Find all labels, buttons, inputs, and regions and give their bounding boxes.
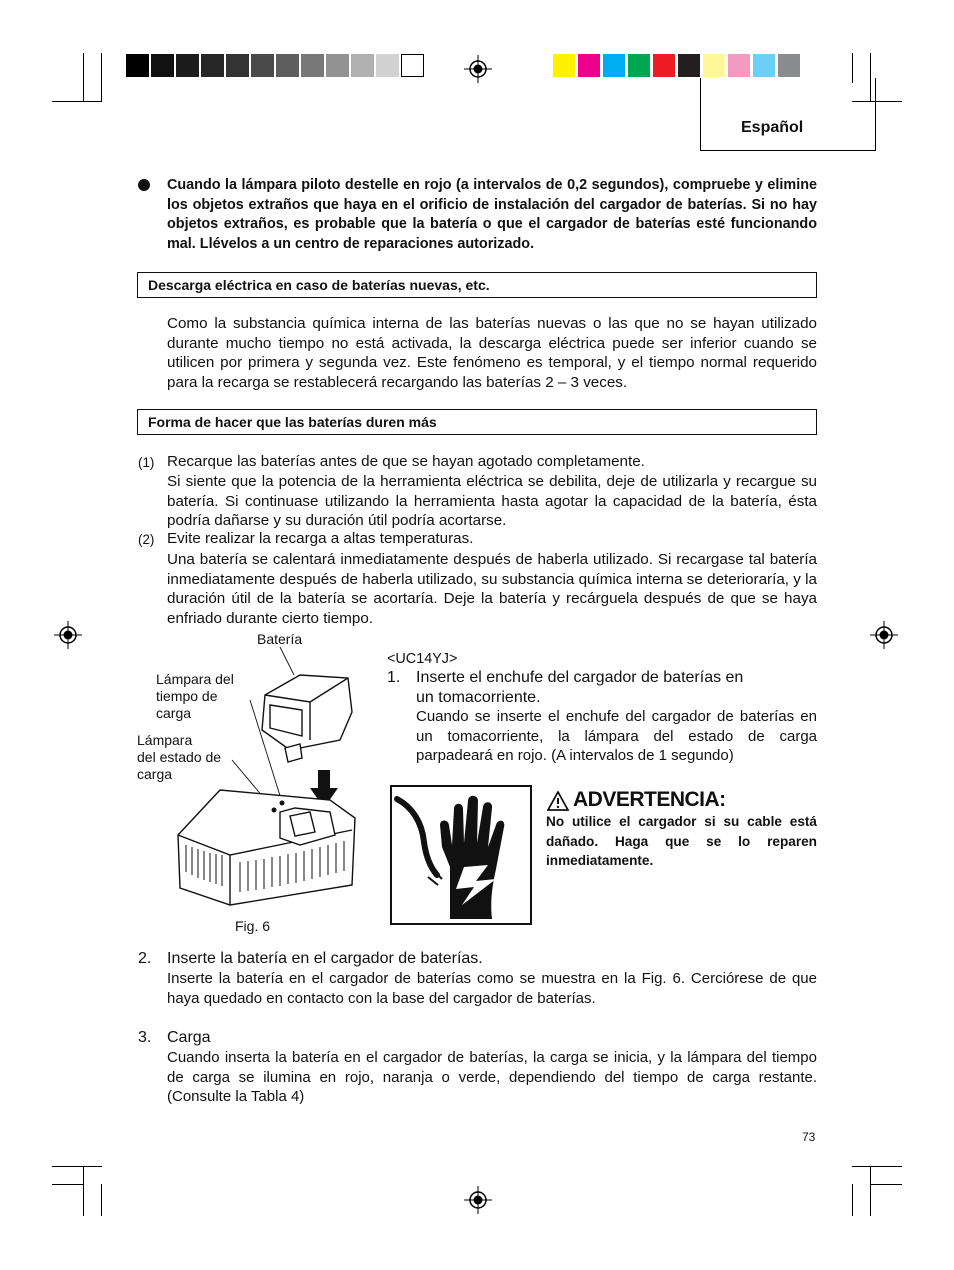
figure-label-battery: Batería [257,631,303,647]
page-number: 73 [802,1130,816,1144]
section-title: Descarga eléctrica en caso de baterías nuevas, etc. [148,277,490,293]
color-swatch [778,54,800,77]
color-swatch [703,54,725,77]
gray-swatch [151,54,174,77]
color-swatch [553,54,575,77]
gray-swatch [376,54,399,77]
step-title-line-2: un tomacorriente. [416,689,541,706]
gray-swatch [401,54,424,77]
registration-mark-left [54,621,82,649]
registration-mark-top [464,55,492,83]
figure-caption: Fig. 6 [235,918,271,934]
intro-bullet-text: Cuando la lámpara piloto destelle en rojo (a intervalos de 0,2 segundos), compruebe y elimine los objetos extraños que haya en el orificio de instalación del cargador de baterías. Si no hay objetos extraños, es probable que la batería o que el cargador de baterías esté funcionando mal. Llévelos a un centro de reparaciones autorizado. [167,177,817,252]
gray-swatch [351,54,374,77]
warning-text: No utilice el cargador si su cable está dañado. Haga que se lo reparen inmediatamente. [546,814,817,869]
color-swatch [653,54,675,77]
gray-swatch [276,54,299,77]
list-item-body: Una batería se calentará inmediatamente después de haberla utilizado. Si recargase tal batería inmediatamente después de haberla utilizado, su substancia química interna se deterioraría, y la duración útil de la batería se acortaría. Deje la batería y recárguela después de que se haya enfriado durante cierto tiempo. [167,551,817,627]
figure-label-time-lamp: Lámpara del tiempo de carga [156,671,234,721]
color-swatch [628,54,650,77]
gray-swatch [251,54,274,77]
gray-swatch [326,54,349,77]
gray-swatch [176,54,199,77]
step-title-line-1: Inserte el enchufe del cargador de baterías en [416,669,744,686]
registration-mark-right [870,621,898,649]
bullet-icon [138,179,150,191]
charge-time-lamp [272,808,277,813]
gray-swatch [126,54,149,77]
gray-swatch [226,54,249,77]
model-label: <UC14YJ> [387,651,458,667]
battery-charger-illustration [170,640,370,915]
figure-label-state-lamp: Lámpara del estado de carga [137,732,222,782]
color-swatch [603,54,625,77]
step-number: 2. [138,950,152,967]
step-body: Inserte la batería en el cargador de baterías como se muestra en la Fig. 6. Cerciórese de que haya quedado en contacto con la base del cargador de baterías. [167,970,817,1007]
charge-state-lamp [280,801,285,806]
section-title: Forma de hacer que las baterías duren más [148,414,437,430]
warning-triangle-icon [547,791,569,811]
step-number: 3. [138,1029,152,1046]
color-swatch [728,54,750,77]
step-title: Inserte la batería en el cargador de baterías. [167,950,483,967]
section-heading-box [137,272,817,298]
list-item-number: (1) [138,455,155,470]
list-item-body: Si siente que la potencia de la herramienta eléctrica se debilita, deje de utilizarla y recargue su batería. Si continuase utilizando la herramienta hasta agotar la capacidad de la batería, ésta podría dañarse y su duración útil podría acortarse. [167,473,817,530]
list-item-title: Recarque las baterías antes de que se hayan agotado completamente. [167,453,645,470]
color-swatch [578,54,600,77]
step-body: Cuando inserta la batería en el cargador de baterías, la carga se inicia, y la lámpara del tiempo de carga se ilumina en rojo, naranja o verde, dependiendo del tiempo de carga restante. (Consulte la Tabla 4) [167,1049,817,1106]
gray-swatch [301,54,324,77]
list-item-number: (2) [138,532,155,547]
electric-shock-hand-icon [392,787,530,923]
section-body: Como la substancia química interna de las baterías nuevas o las que no se hayan utilizado durante mucho tiempo no está activada, la descarga eléctrica puede ser inferior cuando se utilicen por primera y segunda vez. Este fenómeno es temporal, y el tiempo normal requerido para la recarga se restablecerá recargando las baterías 2 – 3 veces. [167,315,817,391]
warning-title: ADVERTENCIA: [573,788,726,811]
step-number: 1. [387,669,401,686]
battery-pack [262,675,352,762]
gray-swatch [201,54,224,77]
list-item-title: Evite realizar la recarga a altas temperaturas. [167,530,474,547]
language-label: Español [741,119,804,136]
electric-shock-warning-box [390,785,532,925]
color-swatch [678,54,700,77]
registration-mark-bottom [464,1186,492,1214]
language-tab [700,78,876,151]
color-swatch [753,54,775,77]
step-body: Cuando se inserte el enchufe del cargador de baterías en un tomacorriente, la lámpara del estado de carga parpadeará en rojo. (A intervalos de 1 segundo) [416,708,817,765]
step-title: Carga [167,1029,211,1046]
section-heading-box [137,409,817,435]
